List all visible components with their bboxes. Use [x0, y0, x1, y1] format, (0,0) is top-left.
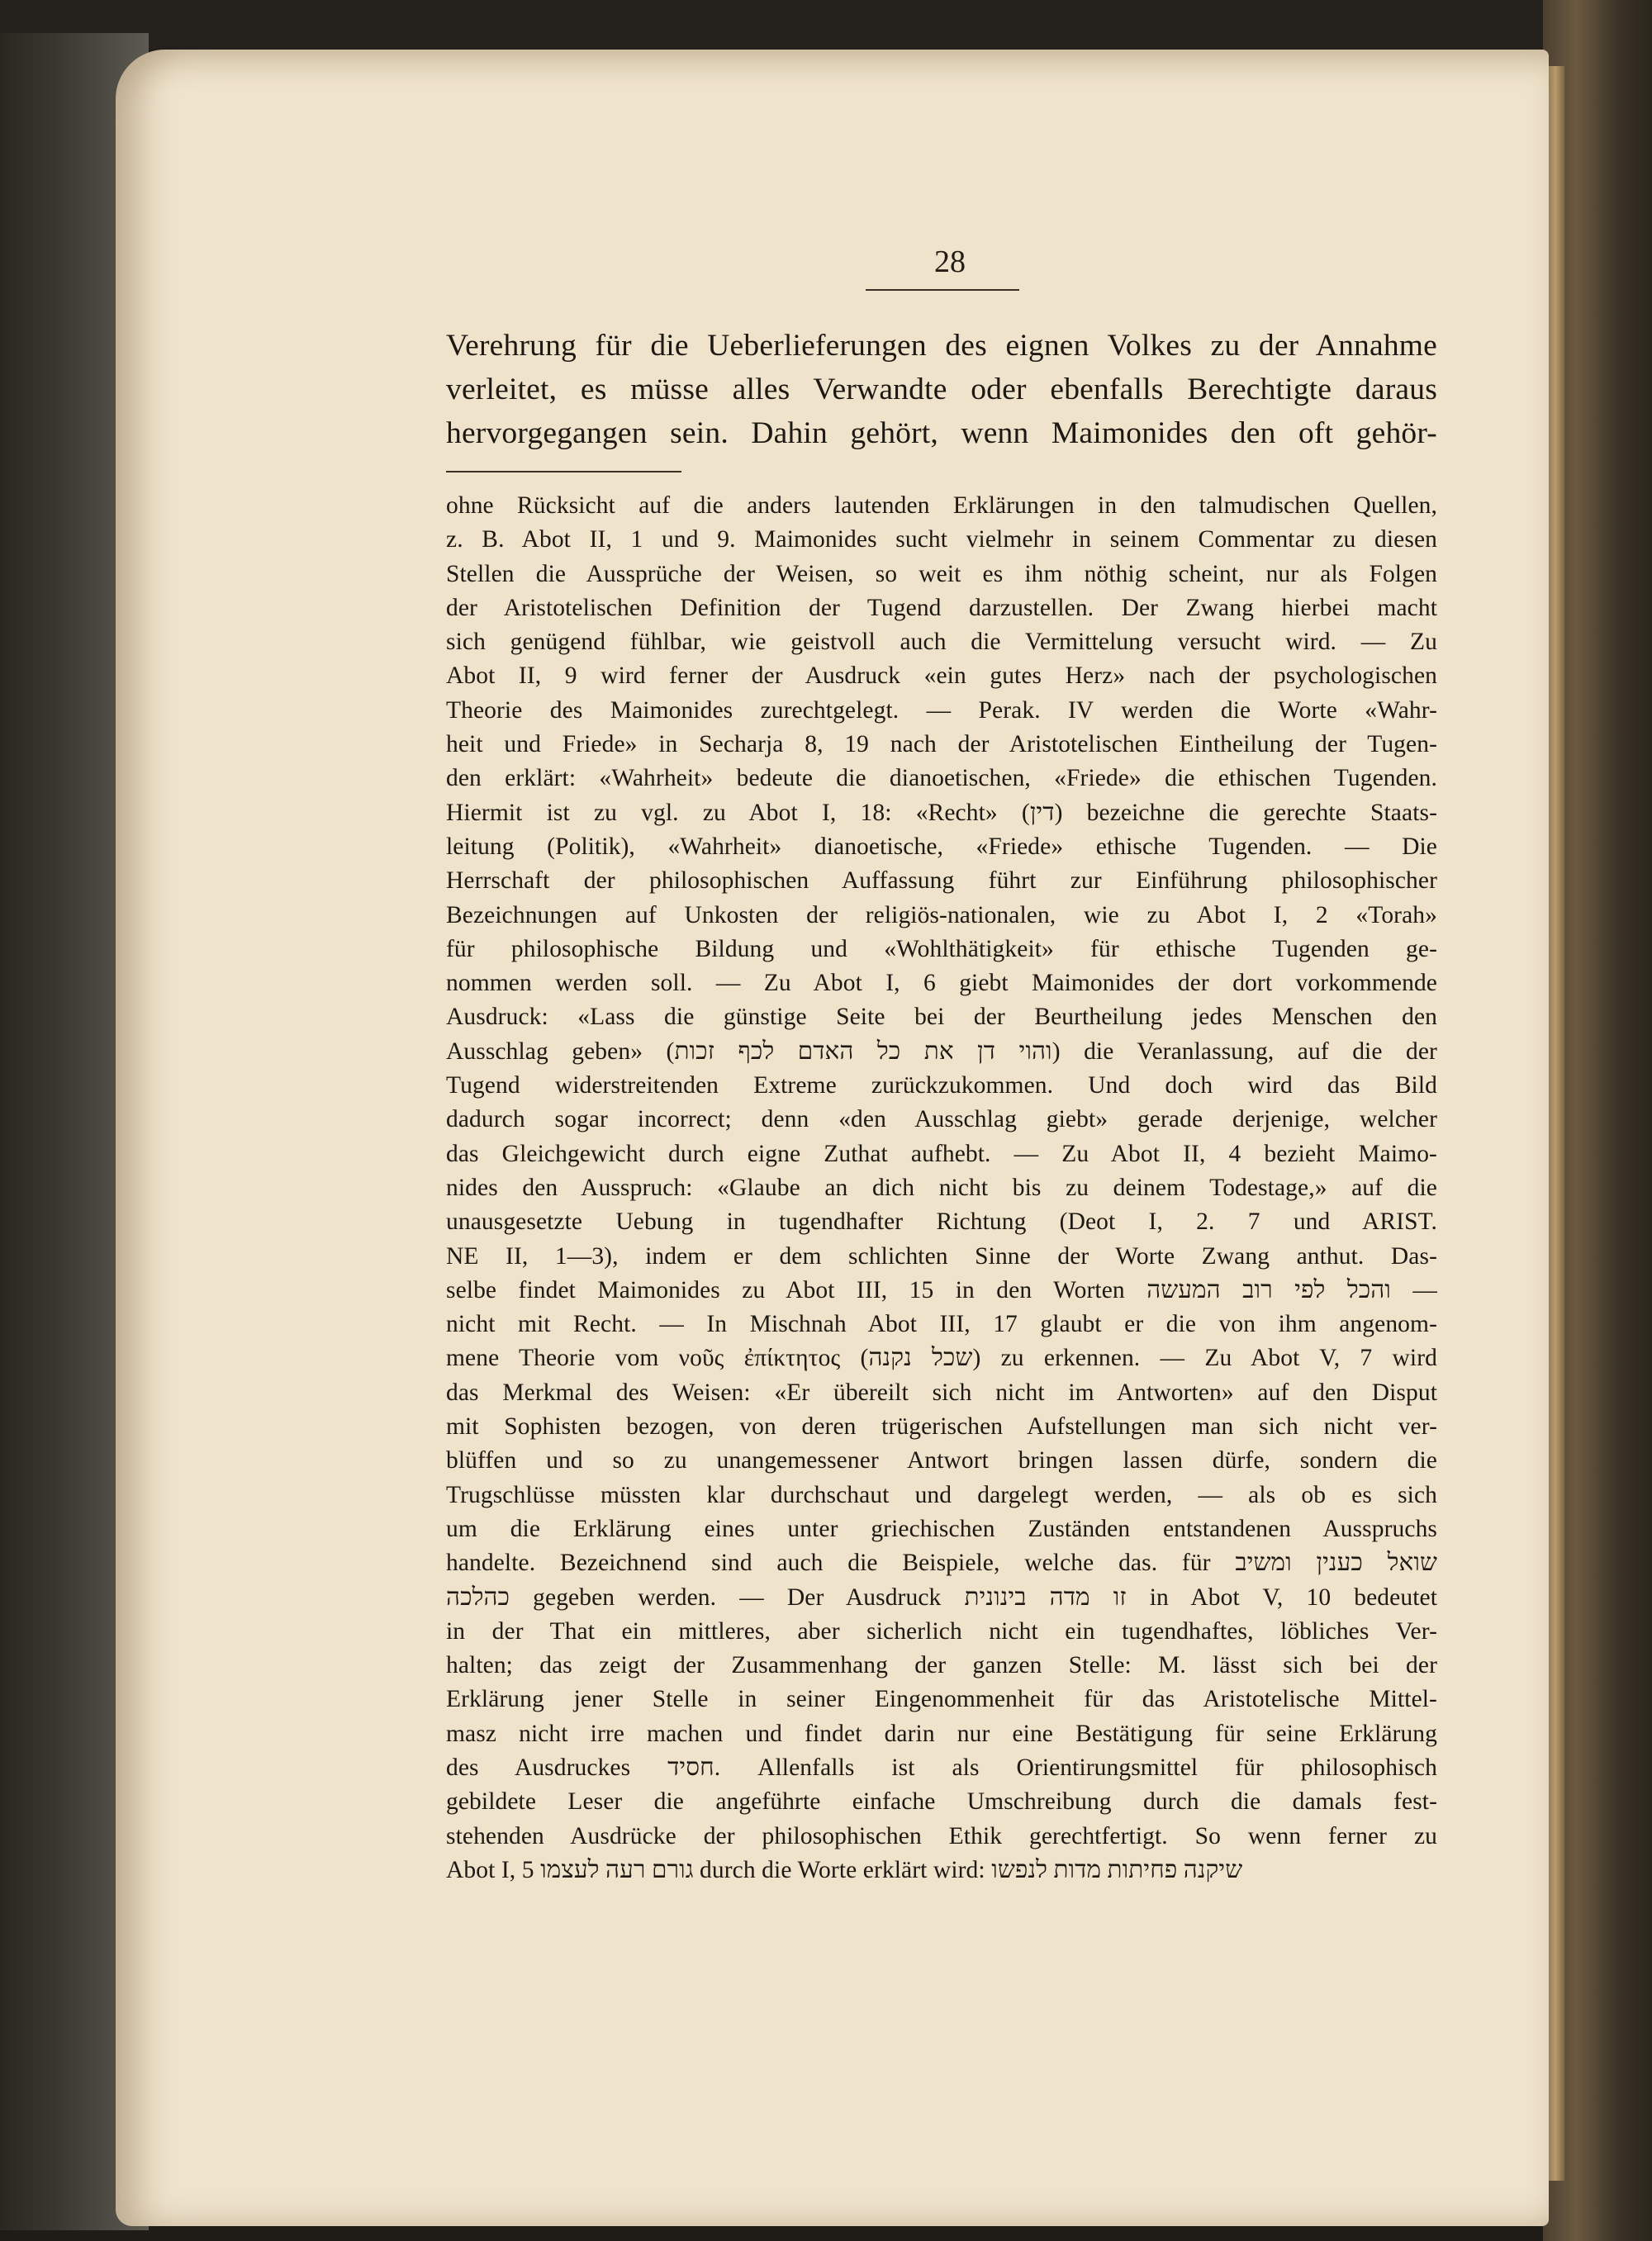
page-number: 28 [934, 245, 966, 279]
footnote-line: masz nicht irre machen und findet darin nur eine Bestätigung für seine Erklärung [446, 1720, 1437, 1747]
main-text-line: Verehrung für die Ueberlieferungen des eignen Volkes zu der Annahme [446, 329, 1437, 363]
footnote-line: Ausdruck: «Lass die günstige Seite bei der Beurtheilung jedes Menschen den [446, 1004, 1437, 1031]
footnote-line: Abot II, 9 wird ferner der Ausdruck «ein gutes Herz» nach der psychologischen [446, 662, 1437, 690]
main-text-block [446, 324, 1437, 455]
footnote-line: Tugend widerstreitenden Extreme zurückzukommen. Und doch wird das Bild [446, 1072, 1437, 1099]
footnote-line: NE II, 1—3), indem er dem schlichten Sinne der Worte Zwang anthut. Das- [446, 1242, 1437, 1270]
footnote-line: blüffen und so zu unangemessener Antwort bringen lassen dürfe, sondern die [446, 1447, 1437, 1474]
footnote-line: Bezeichnungen auf Unkosten der religiös-nationalen, wie zu Abot I, 2 «Torah» [446, 901, 1437, 928]
footnote-line: das Merkmal des Weisen: «Er übereilt sich nicht im Antworten» auf den Disput [446, 1379, 1437, 1406]
footnote-line: für philosophische Bildung und «Wohlthätigkeit» für ethische Tugenden ge- [446, 935, 1437, 962]
footnote-line: Trugschlüsse müssten klar durchschaut und dargelegt werden, — als ob es sich [446, 1481, 1437, 1508]
scan-background-top [0, 0, 1652, 50]
footnote-line: sich genügend fühlbar, wie geistvoll auch die Vermittelung versucht wird. — Zu [446, 629, 1437, 656]
footnote-line: um die Erklärung eines unter griechischen Zuständen entstandenen Ausspruchs [446, 1515, 1437, 1542]
footnote-line: mit Sophisten bezogen, von deren trügerischen Aufstellungen man sich nicht ver- [446, 1413, 1437, 1441]
footnote-line: dadurch sogar incorrect; denn «den Ausschlag giebt» gerade derjenige, welcher [446, 1106, 1437, 1133]
footnote-line: des Ausdruckes חסיד. Allenfalls ist als Orientirungsmittel für philosophisch [446, 1754, 1437, 1781]
footnote-line: mene Theorie vom νοῦς ἐπίκτητος (שכל נקנה) zu erkennen. — Zu Abot V, 7 wird [446, 1345, 1437, 1372]
footnote-line: selbe findet Maimonides zu Abot III, 15 in den Worten והכל לפי רוב המעשה — [446, 1276, 1437, 1303]
footnote-line: ohne Rücksicht auf die anders lautenden Erklärungen in den talmudischen Quellen, [446, 492, 1437, 519]
footnote-line: Abot I, 5 גורם רעה לעצמו durch die Worte erklärt wird: שיקנה פחיתות מדות לנפשו [446, 1856, 1243, 1883]
footnote-block [446, 489, 1437, 1887]
footnote-line: heit und Friede» in Secharja 8, 19 nach der Aristotelischen Eintheilung der Tugen- [446, 731, 1437, 758]
footnote-line: gebildete Leser die angeführte einfache Umschreibung durch die damals fest- [446, 1788, 1437, 1816]
footnote-line: das Gleichgewicht durch eigne Zuthat aufhebt. — Zu Abot II, 4 bezieht Maimo- [446, 1140, 1437, 1167]
footnote-line: stehenden Ausdrücke der philosophischen Ethik gerechtfertigt. So wenn ferner zu [446, 1822, 1437, 1849]
footnote-line: Erklärung jener Stelle in seiner Eingenommenheit für das Aristotelische Mittel- [446, 1686, 1437, 1713]
footnote-line: den erklärt: «Wahrheit» bedeute die dianoetischen, «Friede» die ethischen Tugenden. [446, 765, 1437, 792]
footnote-line: der Aristotelischen Definition der Tugend darzustellen. Der Zwang hierbei macht [446, 594, 1437, 621]
footnote-line: Theorie des Maimonides zurechtgelegt. — Perak. IV werden die Worte «Wahr- [446, 696, 1437, 724]
footnote-line: in der That ein mittleres, aber sicherlich nicht ein tugendhaftes, löbliches Ver- [446, 1617, 1437, 1645]
footnote-line: כהלכה gegeben werden. — Der Ausdruck זו מדה בינונית in Abot V, 10 bedeutet [446, 1583, 1437, 1611]
footnote-line: Herrschaft der philosophischen Auffassung führt zur Einführung philosophischer [446, 867, 1437, 895]
footnote-line: unausgesetzte Uebung in tugendhafter Richtung (Deot I, 2. 7 und ARIST. [446, 1208, 1437, 1236]
footnote-line: Stellen die Aussprüche der Weisen, so weit es ihm nöthig scheint, nur als Folgen [446, 560, 1437, 587]
footnote-line: leitung (Politik), «Wahrheit» dianoetische, «Friede» ethische Tugenden. — Die [446, 833, 1437, 860]
page-edge-right [1546, 66, 1564, 2181]
footnote-line: z. B. Abot II, 1 und 9. Maimonides sucht vielmehr in seinem Commentar zu diesen [446, 526, 1437, 553]
footnote-line: Ausschlag geben» (והוי דן את כל האדם לכף זכות) die Veranlassung, auf die der [446, 1037, 1437, 1065]
footnote-separator [446, 471, 681, 472]
main-text-line: verleitet, es müsse alles Verwandte oder ebenfalls Berechtigte daraus [446, 373, 1437, 406]
footnote-line: Hiermit ist zu vgl. zu Abot I, 18: «Recht» (דין) bezeichne die gerechte Staats- [446, 799, 1437, 826]
main-text-line: hervorgegangen sein. Dahin gehört, wenn Maimonides den oft gehör- [446, 416, 1437, 450]
footnote-line: nommen werden soll. — Zu Abot I, 6 giebt Maimonides der dort vorkommende [446, 970, 1437, 997]
page-number-rule [866, 289, 1019, 291]
footnote-line: halten; das zeigt der Zusammenhang der ganzen Stelle: M. lässt sich bei der [446, 1652, 1437, 1679]
footnote-line: handelte. Bezeichnend sind auch die Beispiele, welche das. für שואל כענין ומשיב [446, 1550, 1437, 1577]
footnote-line: nicht mit Recht. — In Mischnah Abot III, 17 glaubt er die von ihm angenom- [446, 1311, 1437, 1338]
footnote-line: nides den Ausspruch: «Glaube an dich nicht bis zu deinem Todestage,» auf die [446, 1174, 1437, 1201]
